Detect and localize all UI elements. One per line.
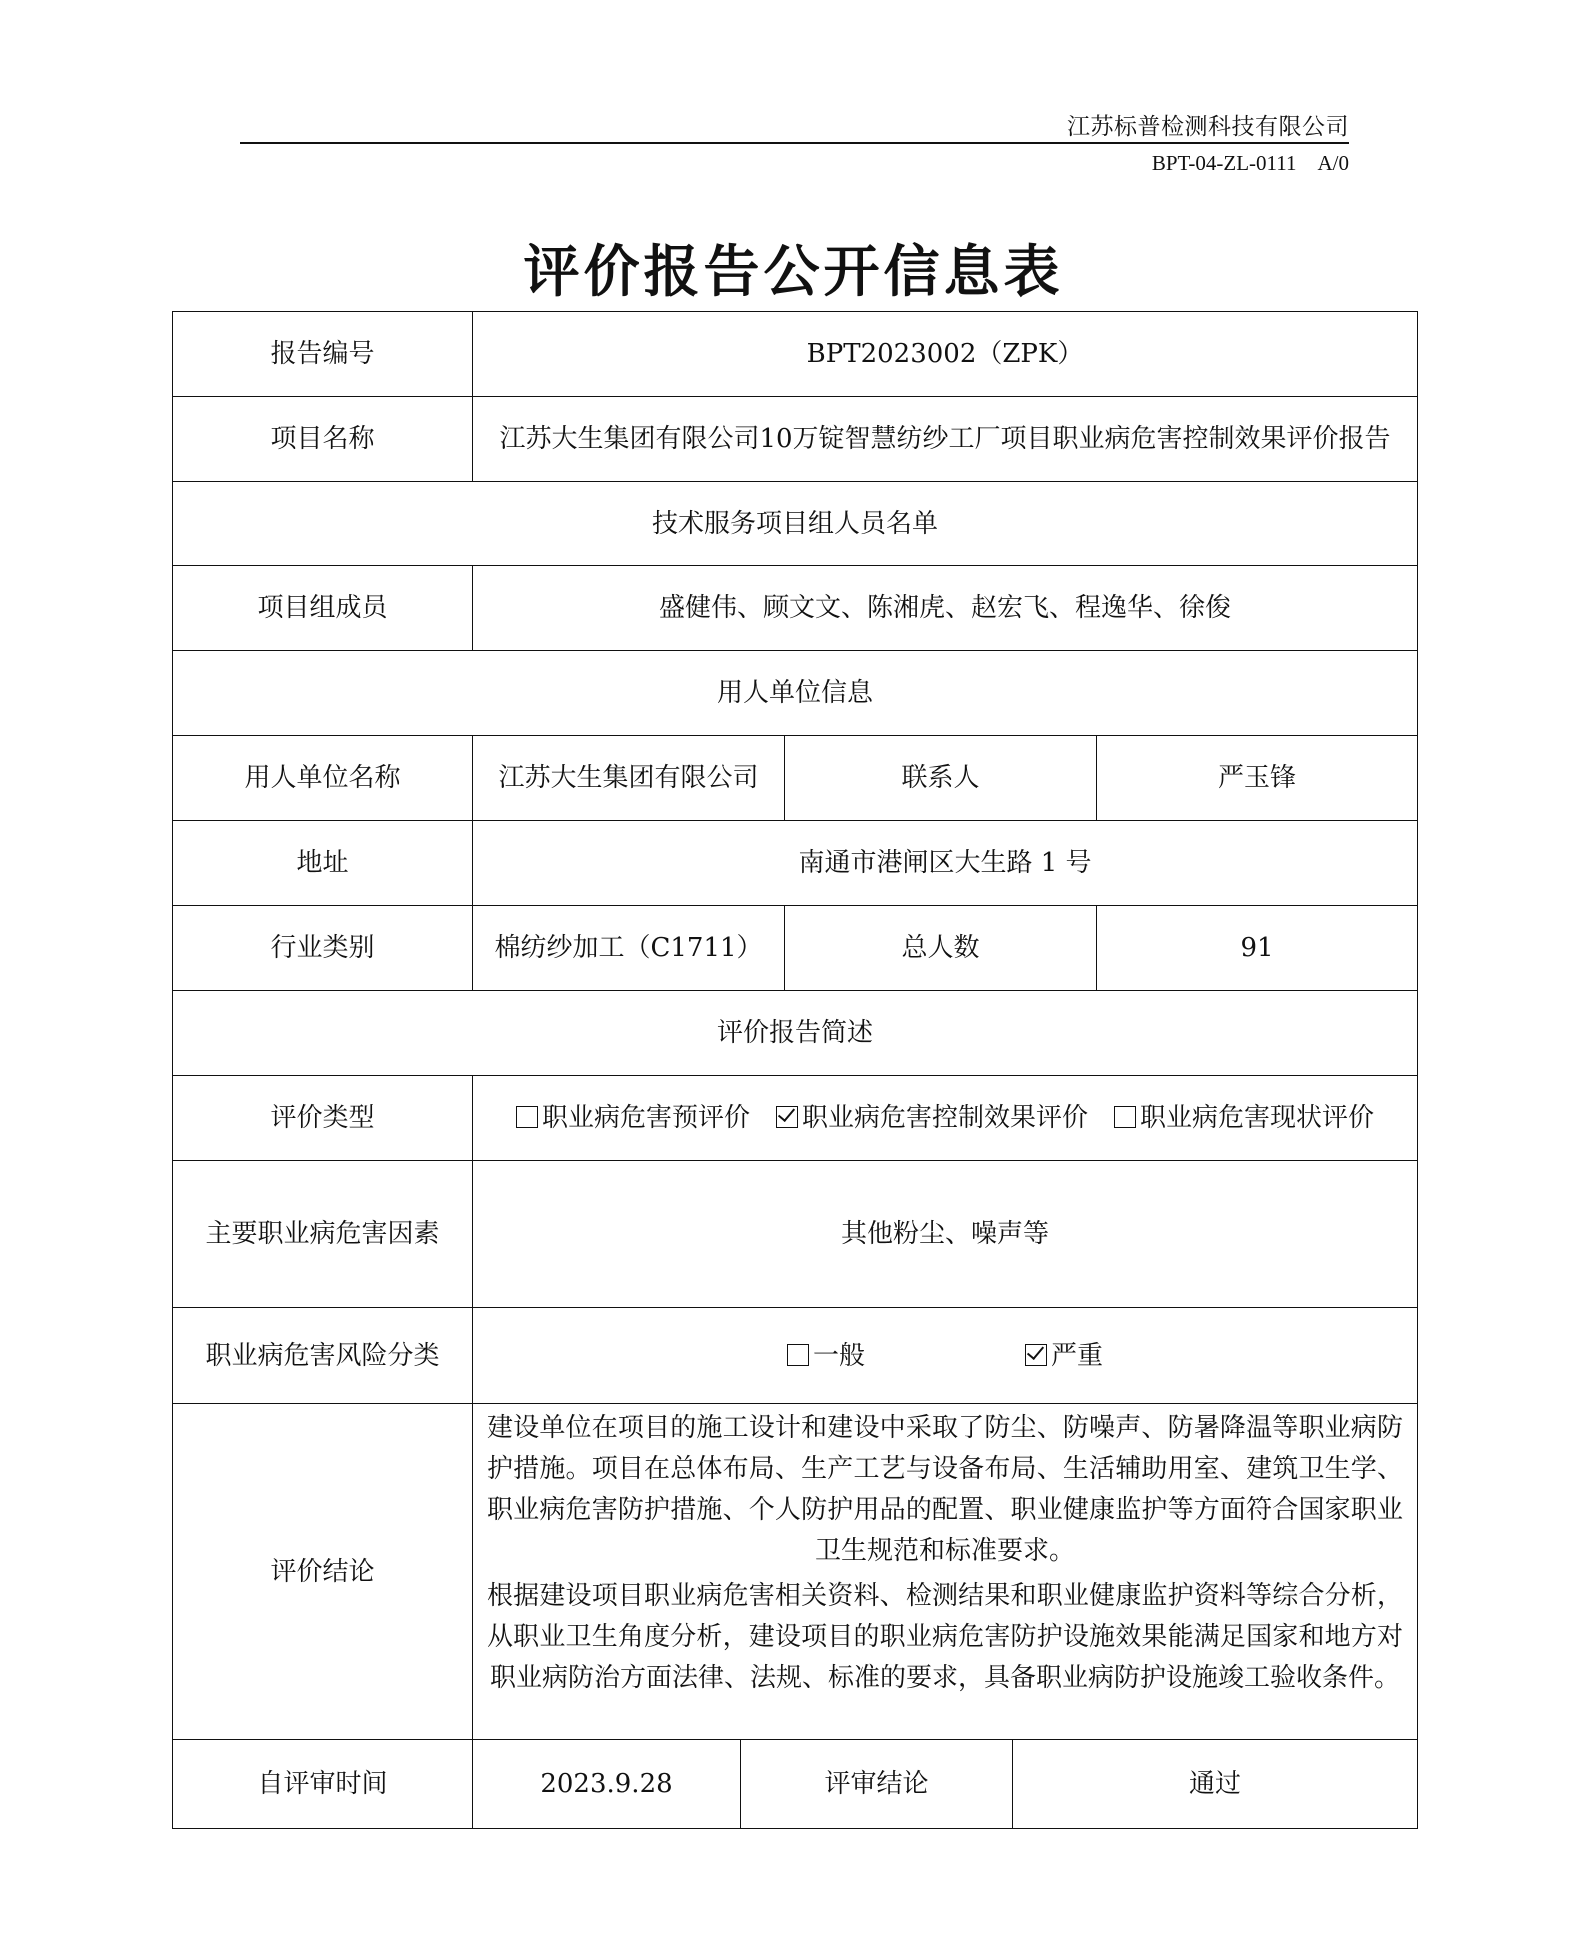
project-name-value-cell — [473, 397, 1418, 481]
hazards-value: 其他粉尘、噪声等 — [473, 1161, 1418, 1307]
industry-value: 棉纺纱加工（C1711） — [473, 906, 785, 990]
self-review-value: 2023.9.28 — [473, 1740, 741, 1828]
table-row — [172, 1160, 1418, 1307]
option-label: 职业病危害现状评价 — [1140, 1103, 1375, 1133]
option-label: 严重 — [1051, 1340, 1104, 1371]
members-label: 项目组成员 — [173, 566, 473, 650]
review-result-value: 通过 — [1013, 1740, 1418, 1828]
table-row — [172, 1403, 1418, 1739]
checkbox-icon — [1114, 1106, 1136, 1128]
table-row — [172, 1307, 1418, 1403]
headcount-label: 总人数 — [785, 906, 1097, 990]
review-result-label: 评审结论 — [741, 1740, 1013, 1828]
report-no-value: BPT2023002（ZPK） — [473, 312, 1418, 396]
checked-checkbox-icon — [1025, 1344, 1047, 1366]
table-row — [172, 650, 1418, 735]
conclusion-label: 评价结论 — [173, 1404, 473, 1739]
company-name: 江苏标普检测科技有限公司 — [1067, 114, 1349, 140]
table-row — [172, 311, 1418, 396]
eval-type-option-pre — [516, 1098, 750, 1138]
table-row — [172, 905, 1418, 990]
table-row — [172, 481, 1418, 565]
table-row — [172, 396, 1418, 481]
employer-section-heading: 用人单位信息 — [173, 651, 1418, 735]
table-row — [172, 990, 1418, 1075]
table-row — [172, 1075, 1418, 1160]
conclusion-value — [473, 1404, 1418, 1739]
conclusion-paragraph-1: 建设单位在项目的施工设计和建设中采取了防尘、防噪声、防暑降温等职业病防护措施。项目在总体布局、生产工艺与设备布局、生活辅助用室、建筑卫生学、职业病危害防护措施、个人防护用品的配置、职业健康监护等方面符合国家职业卫生规范和标准要求。 — [487, 1413, 1403, 1566]
page-title: 评价报告公开信息表 — [523, 239, 1064, 305]
risk-label: 职业病危害风险分类 — [173, 1308, 473, 1403]
document-number: BPT-04-ZL-0111 A/0 — [1151, 151, 1349, 175]
option-label: 一般 — [812, 1340, 865, 1371]
members-value: 盛健伟、顾文文、陈湘虎、赵宏飞、程逸华、徐俊 — [473, 566, 1418, 650]
contact-value: 严玉锋 — [1097, 736, 1418, 820]
eval-type-options — [473, 1076, 1418, 1160]
project-name-label: 项目名称 — [173, 397, 473, 481]
header-rule — [240, 142, 1349, 144]
employer-name-value: 江苏大生集团有限公司 — [473, 736, 785, 820]
address-value: 南通市港闸区大生路 1 号 — [473, 821, 1418, 905]
address-label: 地址 — [173, 821, 473, 905]
risk-option-general — [787, 1336, 865, 1376]
employer-name-label: 用人单位名称 — [173, 736, 473, 820]
table-row — [172, 735, 1418, 820]
summary-section-heading: 评价报告简述 — [173, 991, 1418, 1075]
conclusion-paragraph-2: 根据建设项目职业病危害相关资料、检测结果和职业健康监护资料等综合分析，从职业卫生角度分析，建设项目的职业病危害防护设施效果能满足国家和地方对职业病防治方面法律、法规、标准的要求，具备职业病防护设施竣工验收条件。 — [487, 1581, 1403, 1693]
report-no-label: 报告编号 — [173, 312, 473, 396]
option-label: 职业病危害预评价 — [541, 1103, 750, 1133]
eval-type-option-status — [1114, 1098, 1374, 1138]
eval-type-label: 评价类型 — [173, 1076, 473, 1160]
checkbox-icon — [787, 1344, 809, 1366]
self-review-label: 自评审时间 — [173, 1740, 473, 1828]
headcount-value: 91 — [1097, 906, 1418, 990]
option-label: 职业病危害控制效果评价 — [801, 1103, 1088, 1133]
industry-label: 行业类别 — [173, 906, 473, 990]
team-section-heading: 技术服务项目组人员名单 — [173, 482, 1418, 565]
table-row — [172, 565, 1418, 650]
checked-checkbox-icon — [776, 1106, 798, 1128]
project-name-value: 江苏大生集团有限公司10万锭智慧纺纱工厂项目职业病危害控制效果评价报告 — [499, 423, 1391, 454]
eval-type-option-effect — [776, 1098, 1088, 1138]
risk-option-severe — [1025, 1336, 1103, 1376]
info-table — [172, 311, 1418, 1829]
contact-label: 联系人 — [785, 736, 1097, 820]
risk-options — [473, 1308, 1418, 1403]
table-row — [172, 1739, 1418, 1829]
checkbox-icon — [516, 1106, 538, 1128]
table-row — [172, 820, 1418, 905]
hazards-label: 主要职业病危害因素 — [173, 1161, 473, 1307]
